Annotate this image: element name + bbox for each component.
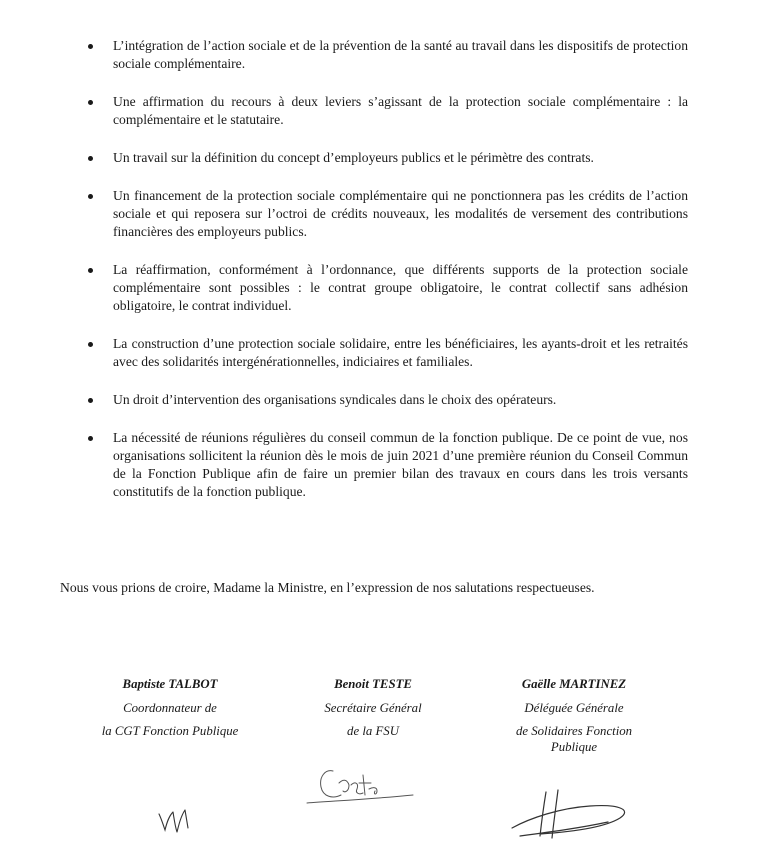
bullet-dot-icon — [88, 194, 93, 199]
signature-teste-icon — [303, 765, 423, 813]
bullet-text: La construction d’une protection sociale solidaire, entre les bénéficiaires, les ayants-droit et les retraités avec des solidarités intergénérationnelles, indiciaires et familiales. — [113, 336, 688, 369]
signatory-org: de la FSU — [347, 724, 399, 738]
bullet-text: Un travail sur la définition du concept d’employeurs publics et le périmètre des contrats. — [113, 150, 594, 165]
signatory-solidaires — [479, 675, 669, 755]
signatory-name: Baptiste TALBOT — [122, 677, 218, 691]
bullet-dot-icon — [88, 44, 93, 49]
bullet-dot-icon — [88, 100, 93, 105]
signatory-name: Benoit TESTE — [334, 677, 412, 691]
signatory-fsu — [278, 675, 468, 739]
signatory-cgt — [75, 675, 265, 739]
list-item — [84, 37, 688, 73]
list-item — [84, 149, 688, 167]
bullet-dot-icon — [88, 156, 93, 161]
signatory-role: Secrétaire Général — [324, 701, 422, 715]
bullet-dot-icon — [88, 268, 93, 273]
list-item — [84, 261, 688, 315]
bullet-dot-icon — [88, 342, 93, 347]
bullet-dot-icon — [88, 436, 93, 441]
bullet-text: Un financement de la protection sociale complémentaire qui ne ponctionnera pas les crédits de l’action sociale et qui reposera sur l’octroi de crédits nouveaux, les modalités de versement des contributions financières des employeurs publics. — [113, 188, 688, 239]
closing-paragraph: Nous vous prions de croire, Madame la Ministre, en l’expression de nos salutations respectueuses. — [60, 580, 595, 595]
signatory-name: Gaëlle MARTINEZ — [521, 677, 627, 691]
signatory-role: Coordonnateur de — [123, 701, 217, 715]
signatory-role: Déléguée Générale — [524, 701, 624, 715]
signatory-org: la CGT Fonction Publique — [101, 724, 239, 738]
signature-martinez-icon — [500, 788, 640, 844]
bullet-list — [84, 37, 688, 521]
bullet-text: La réaffirmation, conformément à l’ordonnance, que différents supports de la protection sociale complémentaire sont possibles : le contrat groupe obligatoire, le contrat collectif sans adhésion obligatoire, le contrat individuel. — [113, 262, 688, 313]
bullet-text: L’intégration de l’action sociale et de la prévention de la santé au travail dans les dispositifs de protection sociale complémentaire. — [113, 38, 688, 71]
list-item — [84, 93, 688, 129]
list-item — [84, 187, 688, 241]
signature-talbot-icon — [155, 800, 195, 836]
list-item — [84, 429, 688, 501]
list-item — [84, 335, 688, 371]
bullet-dot-icon — [88, 398, 93, 403]
signatory-org-cont: Publique — [550, 740, 598, 754]
bullet-text: Une affirmation du recours à deux leviers s’agissant de la protection sociale complémentaire : la complémentaire et le statutaire. — [113, 94, 688, 127]
bullet-text: Un droit d’intervention des organisations syndicales dans le choix des opérateurs. — [113, 392, 557, 407]
signatory-org: de Solidaires Fonction — [515, 724, 633, 738]
list-item — [84, 391, 688, 409]
bullet-text: La nécessité de réunions régulières du conseil commun de la fonction publique. De ce point de vue, nos organisations sollicitent la réunion dès le mois de juin 2021 d’une première réunion du Conseil Commun de la Fonction Publique afin de faire un premier bilan des travaux en cours dans les trois versants constitutifs de la fonction publique. — [113, 430, 688, 499]
